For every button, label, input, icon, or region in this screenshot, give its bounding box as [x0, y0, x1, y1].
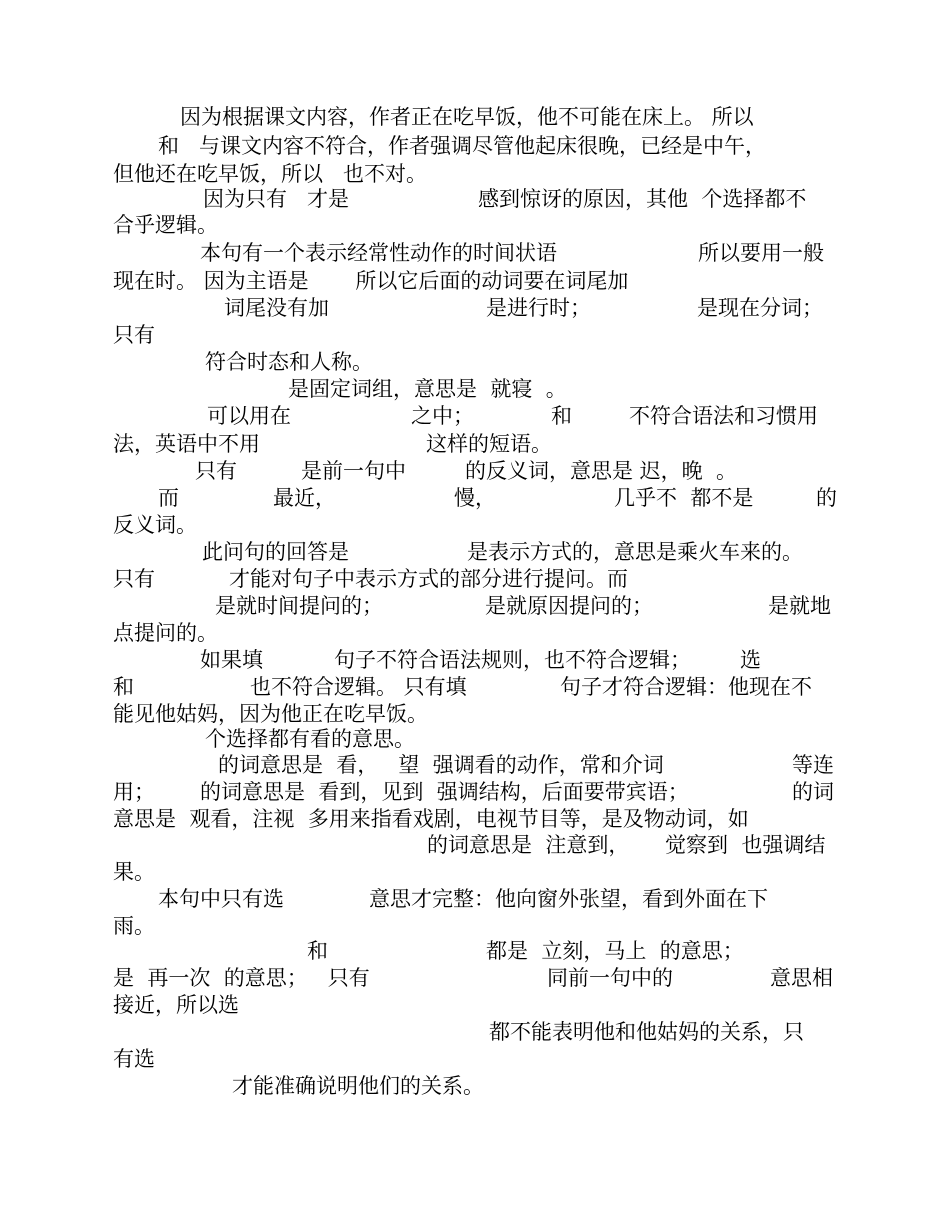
text-line: 的	[816, 486, 837, 510]
text-line: 意思相	[770, 966, 833, 990]
text-line: 也不符合逻辑。 只有填	[250, 675, 467, 699]
text-line: 才能对句子中表示方式的部分进行提问。而	[229, 567, 628, 591]
text-line: 用；	[113, 780, 155, 804]
text-line: 所以要用一般	[698, 241, 824, 265]
text-line: 此问句的回答是	[202, 540, 349, 564]
text-line: 才能准确说明他们的关系。	[232, 1074, 484, 1098]
text-line: 和	[113, 675, 134, 699]
text-line: 反义词。	[113, 513, 197, 537]
text-line: 这样的短语。	[426, 432, 552, 456]
text-line: 但他还在吃早饭，所以 也不对。	[113, 162, 428, 186]
text-line: 的词意思是 看， 望 强调看的动作，常和介词	[218, 753, 664, 777]
text-line: 等连	[792, 753, 834, 777]
text-line: 现在时。 因为主语是 所以它后面的动词要在词尾加	[113, 269, 629, 293]
text-line: 是进行时；	[486, 296, 591, 320]
text-line: 都是 立刻，马上 的意思；	[486, 939, 744, 963]
text-line: 同前一句中的	[547, 966, 673, 990]
text-line: 如果填	[200, 648, 263, 672]
text-line: 因为只有 才是	[203, 187, 350, 211]
text-line: 觉察到 也强调结	[665, 833, 826, 857]
text-line: 的反义词，意思是 迟，晚 。	[465, 459, 738, 483]
text-line: 接近，所以选	[113, 993, 239, 1017]
text-line: 的词	[792, 780, 834, 804]
text-line: 符合时态和人称。	[205, 350, 373, 374]
text-line: 意思是 观看，注视 多用来指看戏剧，电视节目等，是及物动词，如	[113, 807, 749, 831]
text-line: 是表示方式的，意思是乘火车来的。	[467, 540, 803, 564]
text-line: 句子不符合语法规则，也不符合逻辑；	[334, 648, 691, 672]
text-line: 是固定词组，意思是 就寝 。	[288, 377, 567, 401]
text-line: 因为根据课文内容，作者正在吃早饭，他不可能在床上。 所以	[180, 105, 754, 129]
text-line: 的词意思是 看到，见到 强调结构，后面要带宾语；	[200, 780, 689, 804]
text-line: 不符合语法和习惯用	[629, 404, 818, 428]
text-line: 之中；	[411, 404, 474, 428]
text-line: 只有	[113, 567, 155, 591]
text-line: 的词意思是 注意到，	[427, 833, 630, 857]
text-line: 是就原因提问的；	[485, 594, 653, 618]
text-line: 是就时间提问的；	[215, 594, 383, 618]
text-line: 雨。	[113, 914, 155, 938]
text-line: 意思才完整：他向窗外张望，看到外面在下	[369, 887, 768, 911]
text-line: 和	[307, 939, 328, 963]
text-line: 和	[551, 404, 572, 428]
text-line: 点提问的。	[113, 621, 218, 645]
text-line: 几乎不 都不是	[614, 486, 754, 510]
text-line: 词尾没有加	[224, 296, 329, 320]
text-line: 慢，	[454, 486, 496, 510]
text-line: 选	[740, 648, 761, 672]
text-line: 本句有一个表示经常性动作的时间状语	[200, 241, 557, 265]
text-line: 是现在分词；	[697, 296, 823, 320]
text-line: 和 与课文内容不符合，作者强调尽管他起床很晚，已经是中午，	[158, 134, 767, 158]
text-line: 能见他姑妈，因为他正在吃早饭。	[113, 702, 428, 726]
text-line: 是前一句中	[301, 459, 406, 483]
text-line: 是 再一次 的意思； 只有	[113, 966, 370, 990]
text-line: 都不能表明他和他姑妈的关系，只	[489, 1020, 804, 1044]
text-line: 感到惊讶的原因，其他 个选择都不	[478, 187, 807, 211]
text-line: 最近，	[273, 486, 336, 510]
text-line: 法，英语中不用	[113, 432, 260, 456]
text-line: 而	[158, 486, 179, 510]
text-line: 可以用在	[207, 404, 291, 428]
text-line: 句子才符合逻辑：他现在不	[560, 675, 812, 699]
text-line: 是就地	[768, 594, 831, 618]
text-line: 果。	[113, 860, 155, 884]
text-line: 只有	[113, 323, 155, 347]
text-line: 有选	[113, 1047, 155, 1071]
text-line: 个选择都有看的意思。	[205, 727, 415, 751]
text-line: 合乎逻辑。	[113, 213, 218, 237]
text-line: 本句中只有选	[158, 887, 284, 911]
text-line: 只有	[195, 459, 237, 483]
